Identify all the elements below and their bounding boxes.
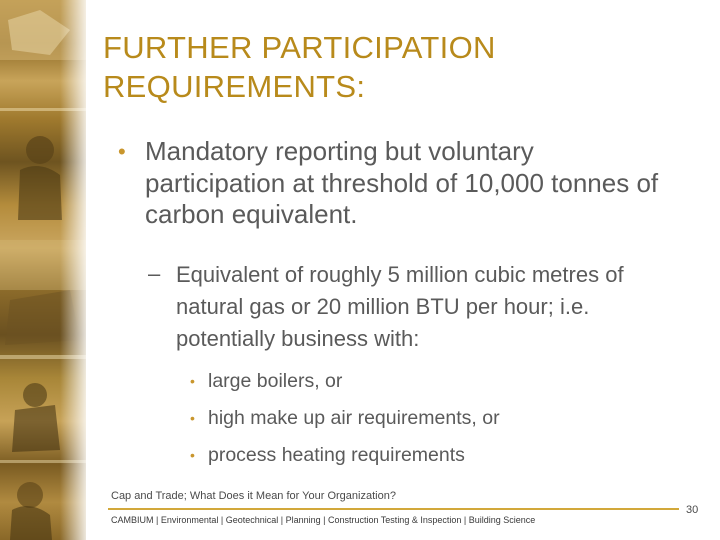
- list-item-text: high make up air requirements, or: [208, 407, 500, 429]
- bullet-dot-icon: •: [190, 447, 195, 463]
- decorative-photo-collage: [0, 0, 86, 540]
- photo-fade-overlay: [60, 0, 86, 540]
- footer-divider: [108, 508, 679, 510]
- list-item-text: large boilers, or: [208, 370, 343, 392]
- bullet-dot-icon: •: [190, 373, 195, 389]
- title-line-1: FURTHER PARTICIPATION: [103, 30, 496, 65]
- main-bullet-text: Mandatory reporting but voluntary participation at threshold of 10,000 tonnes of carbon equivalent.: [145, 136, 659, 229]
- page-number: 30: [686, 504, 699, 516]
- bullet-dot-icon: •: [118, 139, 126, 164]
- list-item-text: process heating requirements: [208, 444, 465, 466]
- footer-caption: Cap and Trade; What Does it Mean for Your Organization?: [111, 490, 396, 502]
- bullet-dot-icon: •: [190, 410, 195, 426]
- footer-services: CAMBIUM | Environmental | Geotechnical | Planning | Construction Testing & Inspection | Building Science: [111, 515, 536, 525]
- dash-icon: –: [148, 261, 161, 286]
- list-item: [190, 442, 630, 468]
- title-line-2: REQUIREMENTS:: [103, 69, 366, 104]
- sub-bullet-text: Equivalent of roughly 5 million cubic metres of natural gas or 20 million BTU per hour; i.e. potentially business with:: [176, 262, 624, 351]
- list-item: [190, 405, 630, 431]
- slide-title: [103, 28, 663, 106]
- list-item: [190, 368, 630, 394]
